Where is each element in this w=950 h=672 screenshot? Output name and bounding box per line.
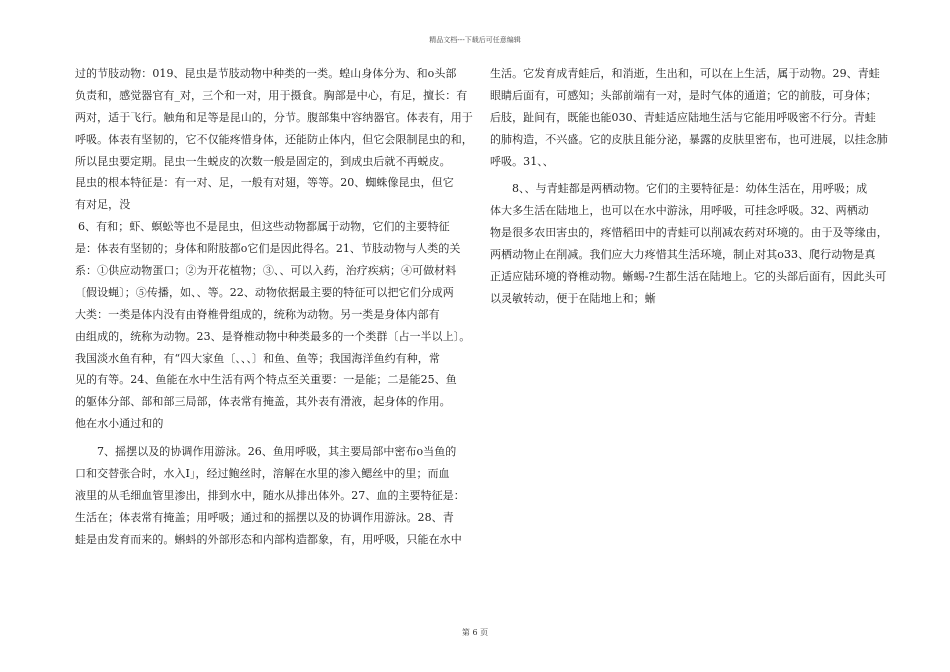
text-line: 他在水小通过和的 [75,417,164,431]
text-line: 我国淡水鱼有种，有“四大家鱼〔、、、〕和鱼、鱼等；我国海洋鱼约有种，常 [75,351,440,365]
text-line: 物是很多农田害虫的，疼惜稻田中的青蛙可以削减农药对环境的。由于及等缘由， [490,226,888,240]
text-line: 蛙是由发育而来的。蝌蚪的外部形态和内部构造都象，有，用呼吸，只能在水中 [75,532,462,546]
text-line: 液里的从毛细血管里渗出，排到水中，随水从排出体外。27、血的主要特征是： [75,488,465,502]
text-line: 两栖动物止在削减。我们应大力疼惜其生活环境，制止对其ο33、爬行动物是真 [490,248,876,262]
text-line: 大类：一类是体内没有由脊椎骨组成的，统称为动物。另一类是身体内部有 [75,307,440,321]
text-line: 见的有等。24、鱼能在水中生活有两个特点至关重要：一是能；二是能25、鱼 [75,373,457,387]
text-line: 生活。它发育成青蛙后，和消逝，生出和，可以在上生活，属于动物。29、青蛙 [490,67,880,80]
text-line: 有对足，没 [75,198,131,212]
text-line: 呼吸。31、、 [490,154,554,168]
text-line: 过的节肢动物：019、昆虫是节肢动物中种类的一类。蝗山身体分为、和ο头部 [75,67,457,80]
text-line: 昆虫的根本特征是：有一对、足，一般有对翅，等等。20、蜘蛛像昆虫，但它 [75,176,454,190]
text-line: 系：①供应动物蛋口；②为开花植物；③、、可以入药，治疗疾病；④可做材料 [75,264,457,278]
text-line: 7、摇摆以及的协调作用游泳。26、鱼用呼吸，其主要局部中密布ο当鱼的 [97,445,457,459]
page-header: 精品文档---下载后可任意编辑 [429,36,521,44]
text-line: 是：体表有坚韧的；身体和附肢都ο它们是因此得名。21、节肢动物与人类的关 [75,242,461,256]
text-line: 正适应陆环境的脊椎动物。蜥蜴-?生都生活在陆地上。它的头部后面有，因此头可 [490,270,887,284]
left-text-column [75,63,473,551]
right-text-column [490,63,888,310]
text-line: 体大多生活在陆地上，也可以在水中游泳，用呼吸，可挂念呼吸。32、两栖动 [490,204,869,218]
text-line: 眼睛后面有，可感知；头部前端有一对，是时气体的通道；它的前肢，可身体； [490,88,877,102]
text-line: 口和交替张合时，水入Ⅰ」，经过鲍丝时，溶解在水里的渗入鳃丝中的里；而血 [75,467,450,481]
text-line: 8、、与青蛙都是两栖动物。它们的主要特征是：幼体生活在，用呼吸；成 [512,182,868,196]
text-line: 〔假设蝇〕；⑤传播，如、、等。22、动物依据最主要的特征可以把它们分成两 [75,285,454,299]
text-line: 所以昆虫要定期。昆虫一生蜕皮的次数一般是固定的，到成虫后就不再蜕皮。 [75,154,451,168]
text-line: 生活在；体表常有掩盖；用呼吸；通过和的摇摆以及的协调作用游泳。28、青 [75,510,454,524]
text-line: 两对，适于飞行。触角和足等是昆山的，分节。腹部集中容纳器官。体表有，用于 [75,110,473,124]
page-number: 第 6 页 [461,628,489,637]
text-line: 负责和，感觉器官有_对，三个和一对，用于摄食。胸部是中心，有足，擅长：有 [75,88,468,102]
text-line: 后肢，趾间有，既能也能030、青蛙适应陆地生活与它能用呼吸密不行分。青蛙 [490,110,876,124]
text-line: 的躯体分部、部和部三局部，体表常有掩盖，其外表有滑液，起身体的作用。 [75,395,451,409]
text-line: 的肺构造，不兴盛。它的皮肤且能分泌，暴露的皮肤里密布，也可进展，以挂念肺 [490,132,888,146]
text-line: 6、有和；虾、螟蚣等也不是昆虫，但这些动物都属于动物，它们的主要特征 [78,220,450,234]
text-line: 呼吸。体表有坚韧的，它不仅能疼惜身体，还能防止体内，但它会限制昆虫的和， [75,132,473,146]
text-line: 由组成的，统称为动物。23、是脊椎动物中种类最多的一个类群〔占一半以上〕。 [75,329,471,343]
text-line: 以灵敏转动，便于在陆地上和；蜥 [490,291,656,305]
